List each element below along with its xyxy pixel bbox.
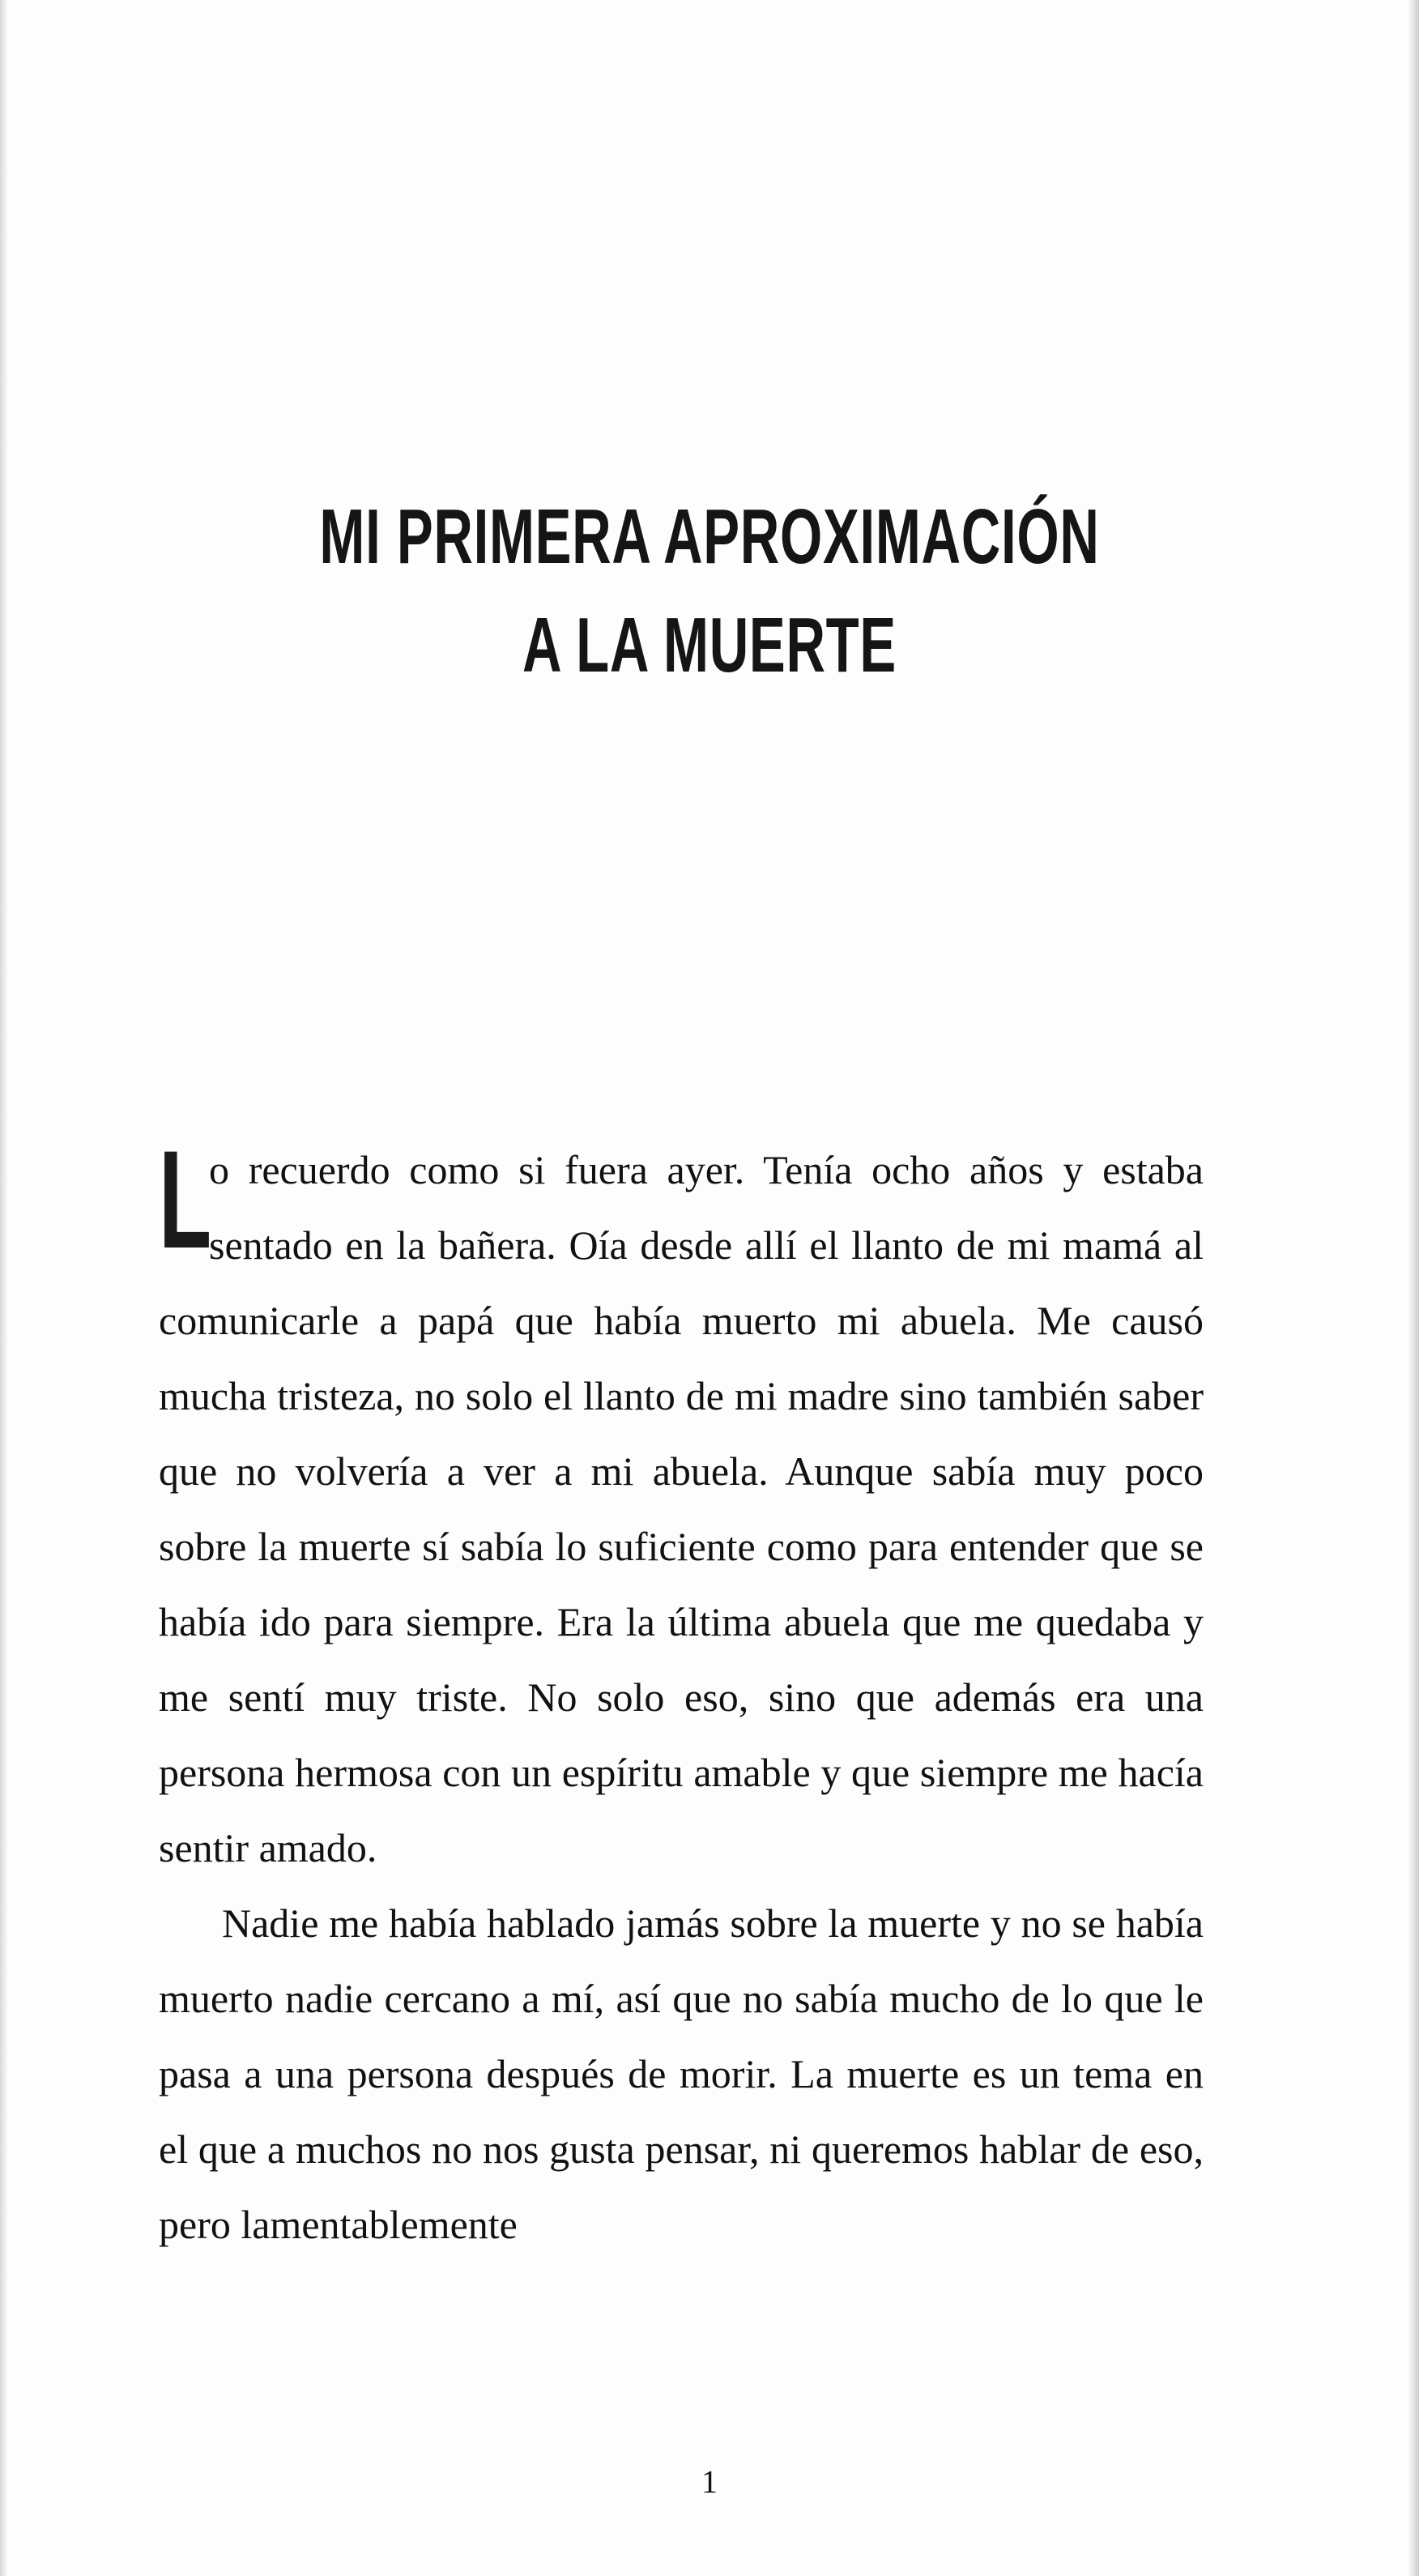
chapter-body — [159, 1122, 1204, 2263]
chapter-title — [213, 483, 1206, 700]
chapter-title-line-1: MI PRIMERA APROXIMACIÓN — [319, 493, 1100, 580]
page-number: 1 — [701, 2463, 718, 2500]
page-edge-shadow-left — [0, 0, 8, 2576]
paragraph-1 — [159, 1122, 1204, 1886]
chapter-title-line-2: A LA MUERTE — [522, 602, 897, 689]
page-edge-shadow-right — [1408, 0, 1419, 2576]
paragraph-2-text: Nadie me había hablado jamás sobre la muerte y no se había muerto nadie cercano a mí, así que no sabía mucho de lo que le pasa a una persona después de morir. La muerte es un tema en el que a muchos no nos gusta pensar, ni queremos hablar de eso, pero lamentablemente — [159, 1900, 1204, 2247]
paragraph-1-text: o recuerdo como si fuera ayer. Tenía ocho años y estaba sentado en la bañera. Oía desde allí el llanto de mi mamá al comunicarle a papá que había muerto mi abuela. Me causó mucha tristeza, no solo el llanto de mi madre sino también saber que no volvería a ver a mi abuela. Aunque sabía muy poco sobre la muerte sí sabía lo suficiente como para entender que se había ido para siempre. Era la última abuela que me quedaba y me sentí muy triste. No solo eso, sino que además era una persona hermosa con un espíritu amable y que siempre me hacía sentir amado. — [159, 1147, 1204, 1870]
paragraph-2 — [159, 1886, 1204, 2263]
drop-cap: L — [159, 1122, 212, 1277]
